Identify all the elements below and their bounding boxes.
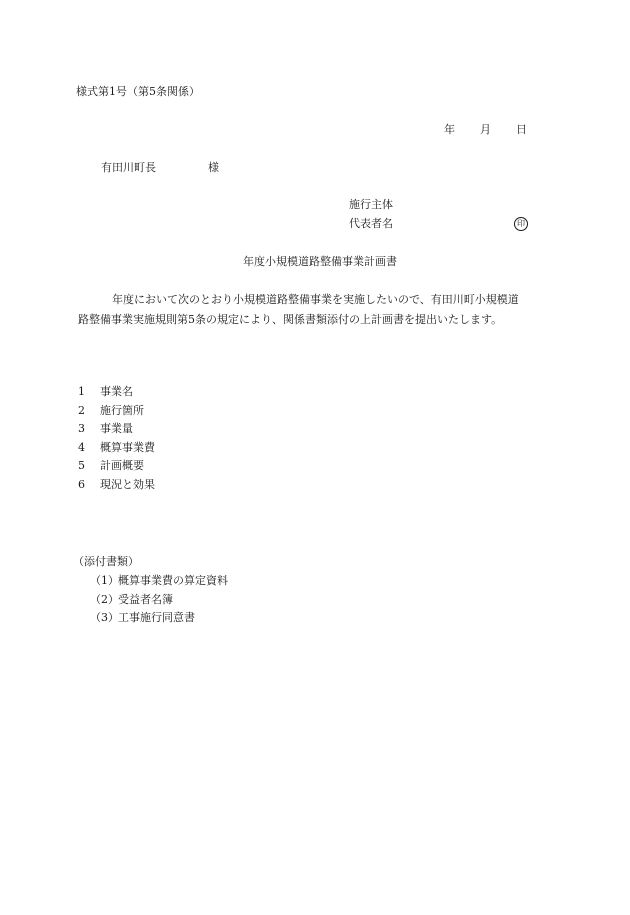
date-day: 日 xyxy=(516,123,527,136)
item-number: 5 xyxy=(78,459,85,473)
attachment-number: （1） xyxy=(90,574,119,587)
attachment-number: （2） xyxy=(90,592,119,606)
addressee-name: 有田川町長 xyxy=(101,161,156,174)
attachment-text: 受益者名簿 xyxy=(118,592,173,606)
date-month: 月 xyxy=(480,123,491,136)
item-number: 1 xyxy=(78,385,85,398)
item-text: 事業量 xyxy=(100,422,133,436)
attachment-item xyxy=(90,591,228,610)
item-text: 概算事業費 xyxy=(100,440,155,454)
list-item xyxy=(78,439,155,458)
representative-label: 代表者名 xyxy=(349,217,393,230)
item-text: 事業名 xyxy=(100,385,133,398)
list-item xyxy=(78,420,155,439)
body-paragraph xyxy=(78,290,548,330)
list-item xyxy=(78,457,155,476)
form-number: 様式第1号（第5条関係） xyxy=(76,85,200,98)
addressee-honorific: 様 xyxy=(208,161,219,174)
item-number: 4 xyxy=(78,440,85,454)
item-list xyxy=(78,383,155,495)
attachments-heading: （添付書類） xyxy=(73,555,139,568)
attachments-list xyxy=(90,572,228,628)
body-line-1: 年度において次のとおり小規模道路整備事業を実施したいので、有田川町小規模道 xyxy=(112,293,519,306)
item-number: 2 xyxy=(78,403,85,417)
item-text: 施行箇所 xyxy=(100,403,144,417)
attachment-text: 概算事業費の算定資料 xyxy=(118,574,228,587)
item-number: 3 xyxy=(78,422,85,436)
attachment-item xyxy=(90,609,228,628)
document-title: 年度小規模道路整備事業計画書 xyxy=(243,255,397,268)
body-line-2: 路整備事業実施規則第5条の規定により、関係書類添付の上計画書を提出いたします。 xyxy=(78,313,503,326)
list-item xyxy=(78,476,155,495)
date-line xyxy=(444,124,527,135)
item-text: 計画概要 xyxy=(100,459,144,473)
applicant-label: 施行主体 xyxy=(349,198,393,211)
item-number: 6 xyxy=(78,477,85,491)
attachment-text: 工事施行同意書 xyxy=(118,611,195,625)
date-year: 年 xyxy=(444,123,455,136)
list-item xyxy=(78,383,155,402)
attachment-number: （3） xyxy=(90,611,119,625)
list-item xyxy=(78,402,155,421)
seal-mark: 印 xyxy=(514,217,528,231)
attachment-item xyxy=(90,572,228,591)
item-text: 現況と効果 xyxy=(100,477,155,491)
